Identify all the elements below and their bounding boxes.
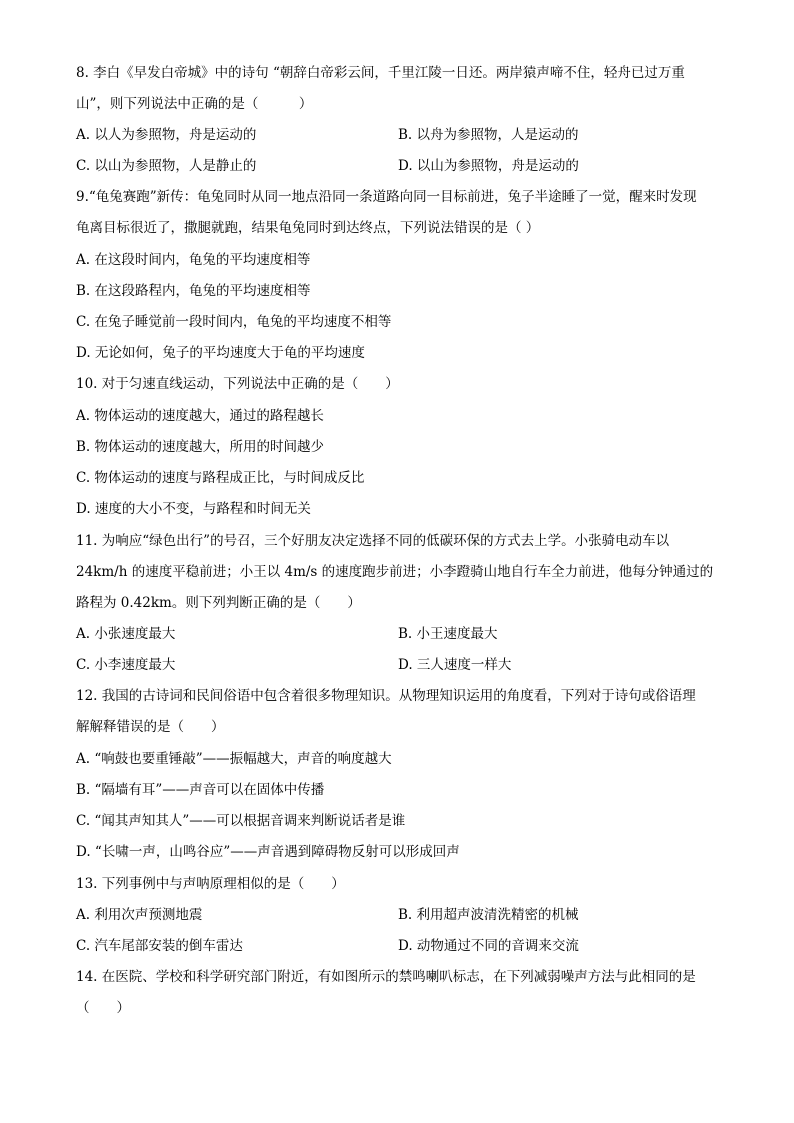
q12-option-c: C. “闻其声知其人”——可以根据音调来判断说话者是谁 bbox=[76, 813, 406, 829]
q8-stem-line1: 8. 李白《早发白帝城》中的诗句 “朝辞白帝彩云间，千里江陵一日还。两岸猿声啼不住，轻舟已过万重 bbox=[76, 65, 685, 81]
q13-option-d: D. 动物通过不同的音调来交流 bbox=[398, 938, 579, 954]
q11-option-c: C. 小李速度最大 bbox=[76, 657, 176, 673]
q8-option-a: A. 以人为参照物，舟是运动的 bbox=[76, 127, 257, 143]
q9-stem-line2: 龟离目标很近了，撒腿就跑，结果龟兔同时到达终点，下列说法错误的是（ ） bbox=[76, 220, 540, 236]
q11-stem-line3: 路程为 0.42km。则下列判断正确的是（ ） bbox=[76, 595, 361, 611]
q12-option-d: D. “长啸一声，山鸣谷应”——声音遇到障碍物反射可以形成回声 bbox=[76, 844, 460, 860]
q8-stem-line2: 山”，则下列说法中正确的是（ ） bbox=[76, 96, 313, 112]
q9-option-b: B. 在这段路程内，龟兔的平均速度相等 bbox=[76, 283, 311, 299]
q9-option-c: C. 在兔子睡觉前一段时间内，龟兔的平均速度不相等 bbox=[76, 314, 392, 330]
q8-option-d: D. 以山为参照物，舟是运动的 bbox=[398, 158, 579, 174]
q12-stem-line2: 解解释错误的是（ ） bbox=[76, 719, 225, 735]
q11-stem-line1: 11. 为响应“绿色出行”的号召，三个好朋友决定选择不同的低碳环保的方式去上学。小张骑电动车以 bbox=[76, 533, 670, 549]
q11-option-d: D. 三人速度一样大 bbox=[398, 657, 512, 673]
q10-option-d: D. 速度的大小不变，与路程和时间无关 bbox=[76, 501, 311, 517]
q11-option-b: B. 小王速度最大 bbox=[398, 626, 498, 642]
q11-stem-line2: 24km/h 的速度平稳前进；小王以 4m/s 的速度跑步前进；小李蹬骑山地自行车全力前进，他每分钟通过的 bbox=[76, 564, 714, 580]
q14-stem-line1: 14. 在医院、学校和科学研究部门附近，有如图所示的禁鸣喇叭标志，在下列减弱噪声方法与此相同的是 bbox=[76, 969, 696, 985]
q13-stem-line1: 13. 下列事例中与声呐原理相似的是（ ） bbox=[76, 876, 345, 892]
q8-option-c: C. 以山为参照物，人是静止的 bbox=[76, 158, 257, 174]
q10-option-c: C. 物体运动的速度与路程成正比，与时间成反比 bbox=[76, 470, 365, 486]
q13-option-c: C. 汽车尾部安装的倒车雷达 bbox=[76, 938, 243, 954]
q10-option-a: A. 物体运动的速度越大，通过的路程越长 bbox=[76, 408, 324, 424]
q12-option-a: A. “响鼓也要重锤敲”——振幅越大，声音的响度越大 bbox=[76, 751, 392, 767]
q13-option-b: B. 利用超声波清洗精密的机械 bbox=[398, 907, 579, 923]
q9-option-a: A. 在这段时间内，龟兔的平均速度相等 bbox=[76, 252, 311, 268]
q8-option-b: B. 以舟为参照物，人是运动的 bbox=[398, 127, 579, 143]
q12-option-b: B. “隔墙有耳”——声音可以在固体中传播 bbox=[76, 782, 325, 798]
q13-option-a: A. 利用次声预测地震 bbox=[76, 907, 203, 923]
q9-option-d: D. 无论如何，兔子的平均速度大于龟的平均速度 bbox=[76, 345, 365, 361]
q12-stem-line1: 12. 我国的古诗词和民间俗语中包含着很多物理知识。从物理知识运用的角度看，下列对于诗句或俗语理 bbox=[76, 688, 696, 704]
q10-option-b: B. 物体运动的速度越大，所用的时间越少 bbox=[76, 439, 325, 455]
q14-stem-line2: （ ） bbox=[76, 1000, 130, 1016]
q10-stem-line1: 10. 对于匀速直线运动，下列说法中正确的是（ ） bbox=[76, 376, 399, 392]
q9-stem-line1: 9.“龟兔赛跑”新传：龟兔同时从同一地点沿同一条道路向同一目标前进，兔子半途睡了一觉，醒来时发现 bbox=[76, 189, 697, 205]
q11-option-a: A. 小张速度最大 bbox=[76, 626, 176, 642]
